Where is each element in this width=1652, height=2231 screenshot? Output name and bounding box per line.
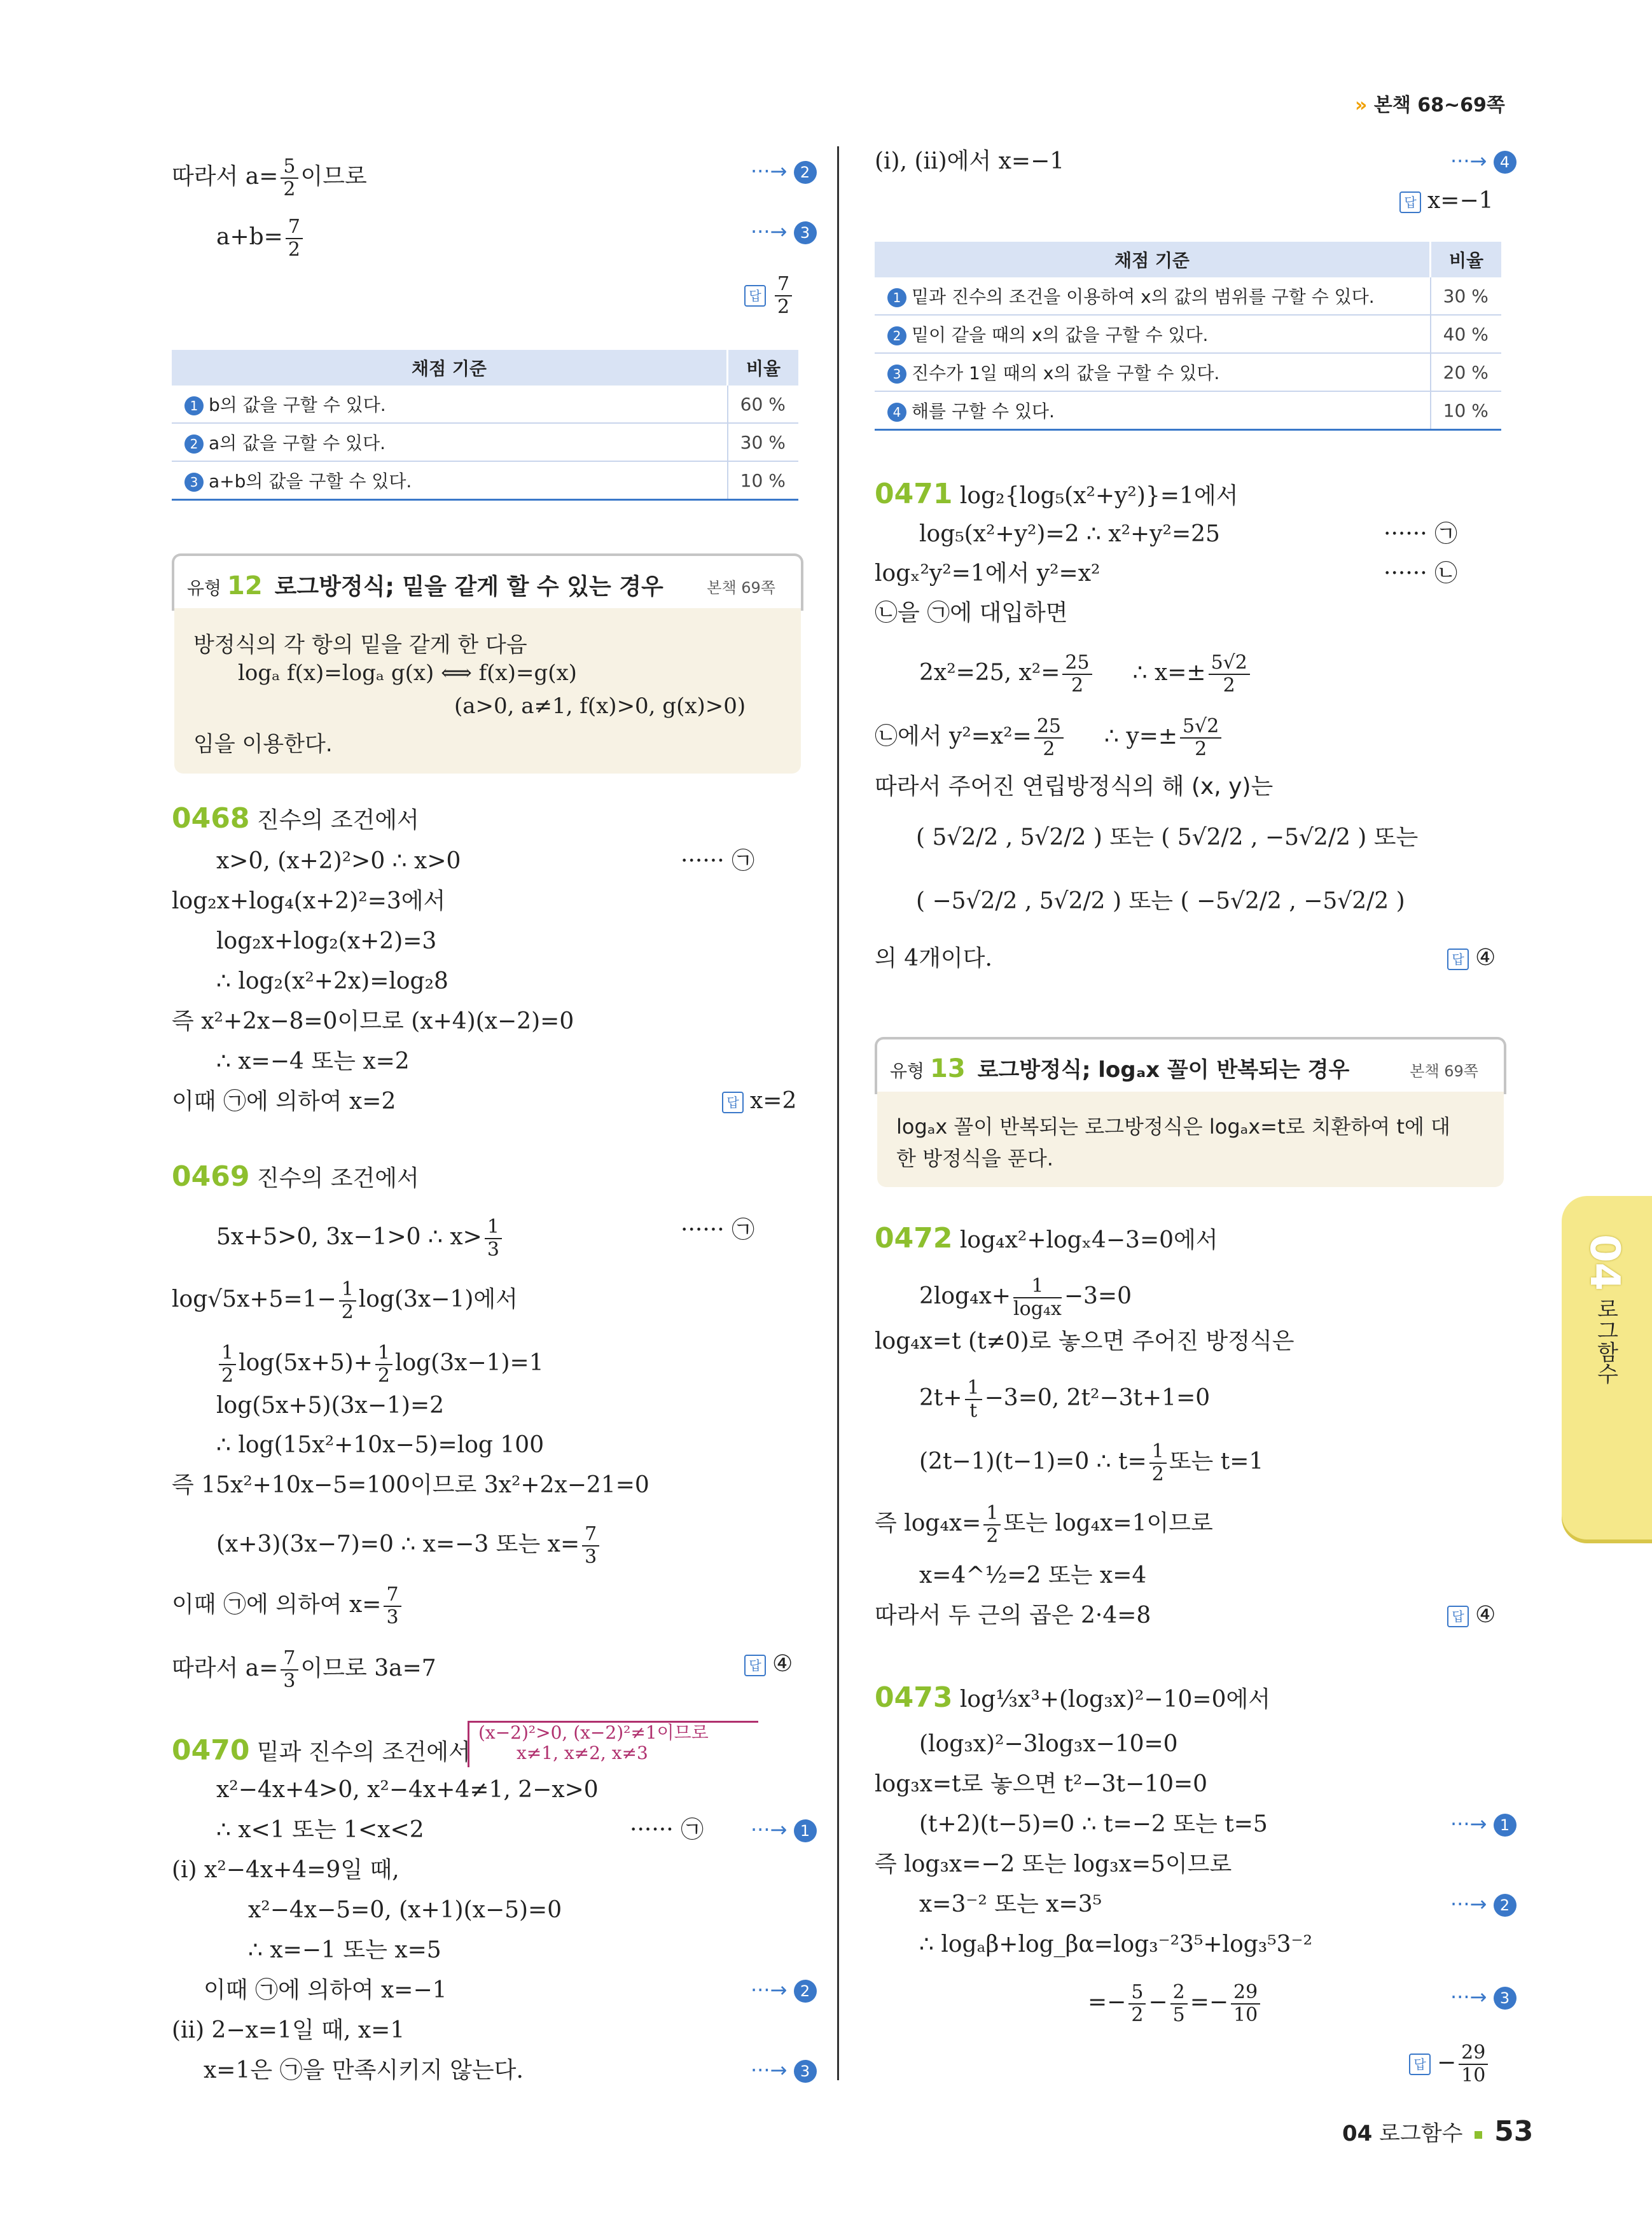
text-line: 2t+ $\frac{1}{t}$ −3=0, 2t²−3t+1=0 (919, 1377, 1211, 1422)
text-line: (log₃x)²−3log₃x−10=0 (919, 1731, 1178, 1757)
text-line: 이때 ㉠에 의하여 x= $\frac{7}{3}$ (172, 1584, 404, 1629)
text-line: (t+2)(t−5)=0 ∴ t=−2 또는 t=5 (919, 1811, 1268, 1837)
answer: 답 x=2 (722, 1088, 796, 1114)
page-footer: 04 로그함수 53 (1342, 2115, 1534, 2148)
problem-0468: 0468 진수의 조건에서 (172, 802, 419, 835)
text-line: log₂x+log₄(x+2)²=3에서 (172, 888, 446, 914)
column-divider (837, 146, 839, 2080)
text-line: ∴ x<1 또는 1<x<2 (216, 1817, 424, 1843)
answer: 답 ④ (1447, 1602, 1496, 1628)
type-box-body: logₐx 꼴이 반복되는 로그방정식은 logₐx=t로 치환하여 t에 대 한 방정식을 푼다. (877, 1092, 1504, 1187)
mark: ······ ㉠ (681, 848, 755, 874)
text-line: 따라서 a= $\frac{5}{2}$ 이므로 (172, 155, 367, 200)
text-line: (ⅱ) 2−x=1일 때, x=1 (172, 2017, 405, 2043)
step-marker: ···→ 3 (1450, 1985, 1517, 2010)
answer-icon: 답 (1447, 1606, 1469, 1627)
text-line: ∴ x=−1 또는 x=5 (248, 1937, 441, 1963)
text-line: 2x²=25, x²= $\frac{25}{2}$ ∴ x=± $\frac{5√2}{2}$ (919, 652, 1253, 697)
text-line: a+b= $\frac{7}{2}$ (216, 216, 305, 261)
text-line: 2log₄x+ $\frac{1}{\text{log₄x}}$ −3=0 (919, 1275, 1132, 1320)
answer-icon: 답 (1399, 191, 1421, 213)
step-marker: ···→ 2 (1450, 1892, 1517, 1917)
text-line: ∴ x=−4 또는 x=2 (216, 1048, 410, 1074)
double-chevron-icon: » (1355, 94, 1368, 116)
text-line: (ⅰ), (ⅱ)에서 x=−1 (875, 148, 1065, 174)
problem-0469: 0469 진수의 조건에서 (172, 1160, 419, 1193)
step-marker: ···→ 1 (1450, 1812, 1517, 1837)
type-box-header: 유형 12 로그방정식; 밑을 같게 할 수 있는 경우 본책 69쪽 (172, 553, 803, 611)
text-line: 즉 15x²+10x−5=100이므로 3x²+2x−21=0 (172, 1472, 649, 1498)
page-reference: » 본책 68~69쪽 (1355, 94, 1505, 116)
mark: ······ ㉡ (1384, 560, 1458, 587)
text-line: x>0, (x+2)²>0 ∴ x>0 (216, 848, 461, 874)
answer: 답 − $\frac{29}{10}$ (1409, 2042, 1490, 2087)
text-line: log√5x+5=1− $\frac{1}{2}$ log(3x−1)에서 (172, 1278, 518, 1323)
step-marker: ···→ 4 (1450, 149, 1517, 174)
problem-0472: 0472 log₄x²+logₓ4−3=0에서 (875, 1222, 1218, 1255)
text-line: =− $\frac{5}{2}$ − $\frac{2}{5}$ =− $\frac{29}{10}$ (1088, 1982, 1263, 2026)
text-line: logₓ²y²=1에서 y²=x² (875, 560, 1100, 587)
text-line: ㉡에서 y²=x²= $\frac{25}{2}$ ∴ y=± $\frac{5√2}{2}$ (875, 716, 1224, 760)
step-marker: ···→ 2 (751, 1978, 817, 2003)
text-line: 이때 ㉠에 의하여 x=2 (172, 1088, 396, 1115)
fraction: $\frac{5}{2}$ (281, 156, 298, 200)
step-marker: ···→ 3 (751, 219, 817, 244)
type-box-header: 유형 13 로그방정식; logₐx 꼴이 반복되는 경우 본책 69쪽 (875, 1037, 1506, 1094)
type-box-body: 방정식의 각 항의 밑을 같게 한 다음 logₐ f(x)=logₐ g(x) ⟺ f(x)=g(x) (a>0, a≠1, f(x)>0, g(x)>0) 임을 이용한다. (174, 608, 801, 774)
text-line: (x+3)(3x−7)=0 ∴ x=−3 또는 x= $\frac{7}{3}$ (216, 1524, 602, 1568)
text-line: 즉 x²+2x−8=0이므로 (x+4)(x−2)=0 (172, 1008, 574, 1034)
text-line: x=4^½=2 또는 x=4 (919, 1562, 1147, 1588)
text-line: 이때 ㉠에 의하여 x=−1 (204, 1977, 447, 2003)
scoring-table: 채점 기준 비율 1 b의 값을 구할 수 있다. 60 % 2 a의 값을 구할 수 있다. 30 % 3 a+b의 값을 구할 수 있다. 10 % (172, 350, 798, 501)
text-line: x=1은 ㉠을 만족시키지 않는다. (204, 2057, 524, 2083)
side-tab-number: 04 (1581, 1234, 1628, 1291)
step-marker: ···→ 3 (751, 2058, 817, 2083)
text-line: 5x+5>0, 3x−1>0 ∴ x> $\frac{1}{3}$ (216, 1216, 504, 1261)
mark: ······ ㉠ (681, 1217, 755, 1243)
text-line: (2t−1)(t−1)=0 ∴ t= $\frac{1}{2}$ 또는 t=1 (919, 1440, 1264, 1485)
text-line: ∴ logₐβ+log_βα=log₃⁻²3⁵+log₃⁵3⁻² (919, 1931, 1312, 1957)
text-line: x²−4x−5=0, (x+1)(x−5)=0 (248, 1897, 562, 1923)
answer: 답 $\frac{7}{2}$ (744, 274, 795, 318)
mark: ······ ㉠ (630, 1817, 704, 1843)
answer-icon: 답 (1409, 2054, 1431, 2075)
answer-icon: 답 (722, 1092, 744, 1113)
text-line: x²−4x+4>0, x²−4x+4≠1, 2−x>0 (216, 1777, 599, 1803)
answer-icon: 답 (744, 285, 766, 307)
text-line: 즉 log₃x=−2 또는 log₃x=5이므로 (875, 1851, 1232, 1877)
step-marker: ···→ 1 (751, 1817, 817, 1842)
text-line: 따라서 두 근의 곱은 2·4=8 (875, 1602, 1151, 1629)
problem-0471: 0471 log₂{log₅(x²+y²)}=1에서 (875, 478, 1239, 510)
text-line: 따라서 a= $\frac{7}{3}$ 이므로 3a=7 (172, 1647, 436, 1692)
text-line: ∴ log₂(x²+2x)=log₂8 (216, 968, 448, 994)
text-line: (ⅰ) x²−4x+4=9일 때, (172, 1857, 399, 1883)
text-line: 의 4개이다. (875, 945, 992, 971)
footer-square-icon (1475, 2131, 1482, 2139)
text-line: log₃x=t로 놓으면 t²−3t−10=0 (875, 1771, 1208, 1797)
step-marker: ···→ 2 (751, 159, 817, 184)
answer-icon: 답 (1447, 949, 1469, 970)
text-line: log₂x+log₂(x+2)=3 (216, 928, 437, 954)
problem-0470: 0470 밑과 진수의 조건에서 (172, 1734, 471, 1767)
answer: 답 ④ (1447, 945, 1496, 971)
text-line: ∴ log(15x²+10x−5)=log 100 (216, 1432, 545, 1458)
side-note: (x−2)²>0, (x−2)²≠1이므로 x≠1, x≠2, x≠3 (468, 1721, 758, 1767)
text-line: log₄x=t (t≠0)로 놓으면 주어진 방정식은 (875, 1328, 1295, 1354)
text-line: log₅(x²+y²)=2 ∴ x²+y²=25 (919, 521, 1220, 547)
chapter-side-tab (1562, 1196, 1652, 1539)
problem-0473: 0473 log⅓x³+(log₃x)²−10=0에서 (875, 1681, 1271, 1714)
text-line: ( 5√2/2 , 5√2/2 ) 또는 ( 5√2/2 , −5√2/2 ) 또는 (916, 824, 1419, 851)
page-number: 53 (1494, 2115, 1534, 2148)
side-tab-label: 로그함수 (1593, 1298, 1618, 1384)
mark: ······ ㉠ (1384, 521, 1458, 547)
text-line: 따라서 주어진 연립방정식의 해 (x, y)는 (875, 774, 1274, 800)
answer: 답 x=−1 (1399, 188, 1494, 214)
text-line: log(5x+5)(3x−1)=2 (216, 1393, 445, 1419)
text-line: 즉 log₄x= $\frac{1}{2}$ 또는 log₄x=1이므로 (875, 1502, 1213, 1547)
text-line: ㉡을 ㉠에 대입하면 (875, 600, 1068, 626)
answer: 답 ④ (744, 1651, 793, 1677)
answer-icon: 답 (744, 1655, 766, 1676)
fraction: $\frac{7}{2}$ (286, 216, 303, 261)
text-line: x=3⁻² 또는 x=3⁵ (919, 1891, 1102, 1917)
text-line: ( −5√2/2 , 5√2/2 ) 또는 ( −5√2/2 , −5√2/2 ) (916, 888, 1405, 914)
text-line: $\frac{1}{2}$ log(5x+5)+ $\frac{1}{2}$ log(3x−1)=1 (216, 1342, 544, 1387)
scoring-table: 채점 기준 비율 1 밑과 진수의 조건을 이용하여 x의 값의 범위를 구할 수 있다. 30 % 2 밑이 같을 때의 x의 값을 구할 수 있다. 40 % 3 진수가 1일 때의 x의 값을 구할 수 있다. 20 % 4 해를 구할 수 있다. 10 % (875, 242, 1501, 431)
